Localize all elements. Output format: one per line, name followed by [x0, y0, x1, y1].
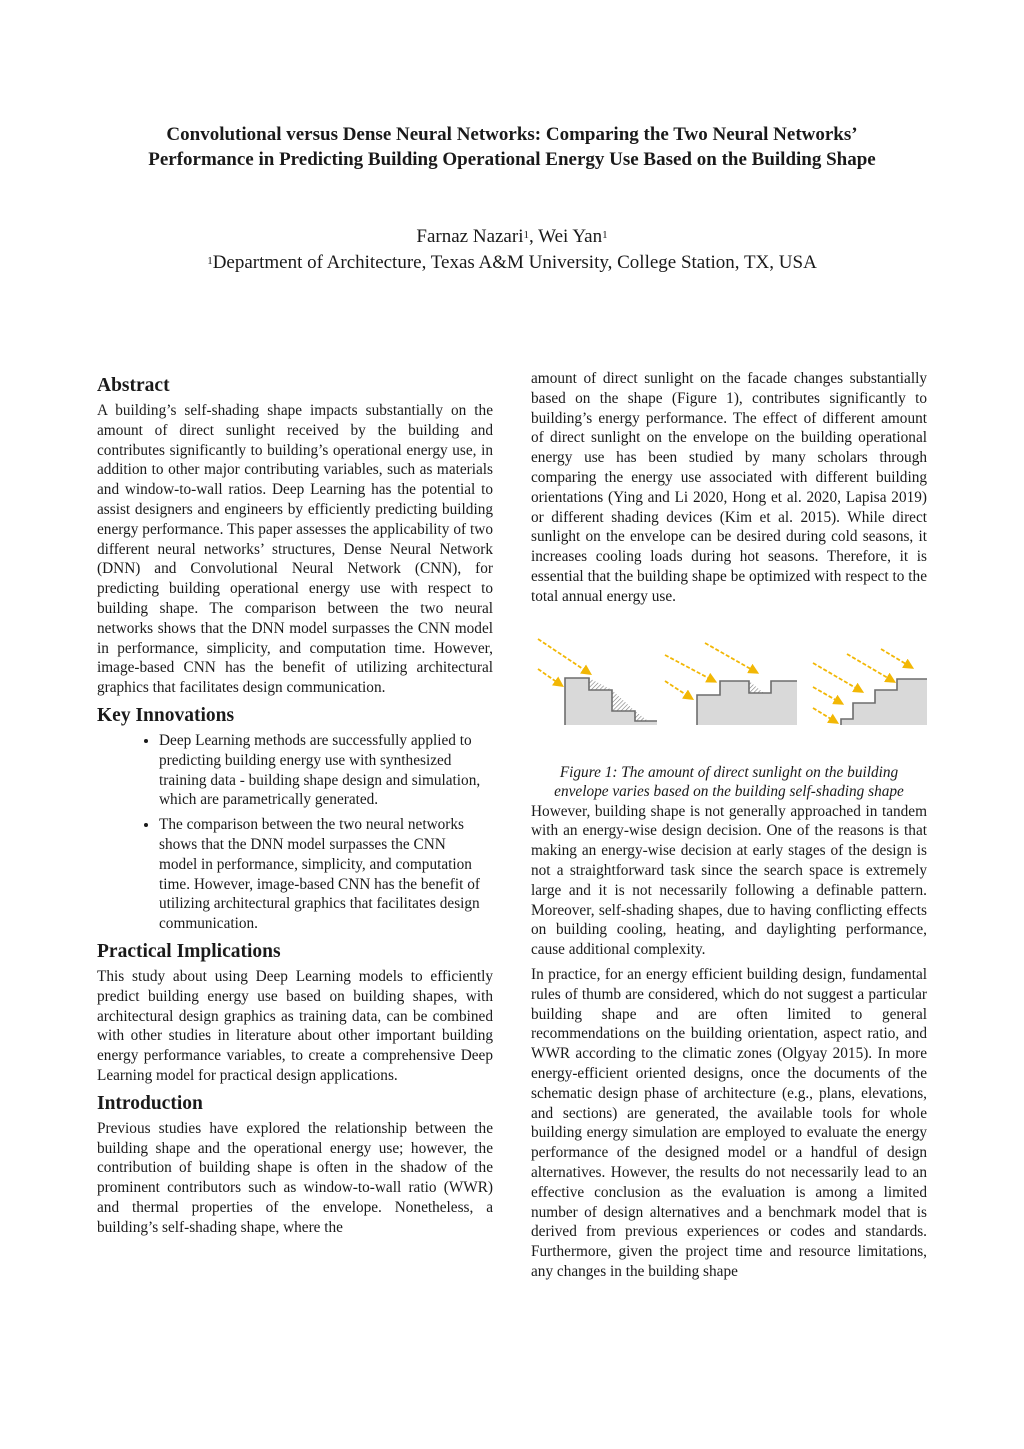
section-heading-abstract: Abstract [97, 375, 170, 396]
author-list [60, 224, 964, 250]
key-innovations-list [97, 731, 493, 934]
panel-notched [665, 643, 797, 725]
introduction-paragraph: However, building shape is not generally approached in tandem with an energy-wise design decision. One of the reasons is that making an energy-wise decision at early stages of the design is not a straightforward task since the search space is extremely large and it is not necessarily following a definable pattern. Moreover, self-shading shapes, due to having conflicting effects on building cooling, heating, and daylighting performance, cause additional complexity. [531, 802, 927, 959]
caption-line-1: Figure 1: The amount of direct sunlight on the building [559, 763, 899, 781]
affiliation-marker: 1 [602, 229, 608, 241]
author-separator: , [528, 226, 539, 247]
introduction-paragraph: Previous studies have explored the relationship between the building shape and the operational energy use; however, the contribution of building shape is often in the shadow of the prominent contributors such as window-to-wall ratio (WWR) and thermal properties of the envelope. Nonetheless, a building’s self-shading shape, where the [97, 1119, 493, 1236]
affiliation-marker: 1 [207, 255, 213, 267]
affiliation [60, 250, 964, 276]
caption-line-2: envelope varies based on the building self-shading shape [554, 783, 904, 801]
abstract-text: A building’s self-shading shape impacts substantially on the amount of direct sunlight received by the building and contributes significantly to building’s operational energy use, in addition to other major contributing variables, such as materials and window-to-wall ratios. Deep Learning has the potential to assist designers and engineers by efficiently predicting building energy performance. This paper assesses the applicability of two different neural networks’ structures, Dense Neural Network (DNN) and Convolutional Neural Network (CNN), for predicting building operational energy use with respect to building shape. The comparison between the two neural networks shows that the DNN model surpasses the CNN model in performance, simplicity, and computation time. However, image-based CNN has the benefit of utilizing architectural graphics that facilitates design communication. [97, 402, 493, 697]
introduction-paragraph-continued: amount of direct sunlight on the facade changes substantially based on the shape (Figure 1), contributes significantly to building’s energy performance. The effect of different amount of direct sunlight on the envelope on the building operational energy use has been studied by many scholars through comparing the energy use associated with different building orientations (Ying and Li 2020, Hong et al. 2020, Lapisa 2019) or different shading devices (Kim et al. 2015). While direct sunlight on the envelope can be desired during cold seasons, it increases cooling loads during hot seasons. Therefore, it is essential that the building shape be optimized with respect to the total annual energy use. [531, 370, 927, 605]
figure-1-caption [531, 763, 927, 802]
author-name: Wei Yan [538, 226, 603, 247]
practical-implications-text: This study about using Deep Learning models to efficiently predict building energy use based on building shapes, with architectural design graphics as training data, can be combined with other studies in literature about other important building energy performance variables, to create a comprehensive Deep Learning model for practical design applications. [97, 967, 493, 1084]
author-name: Farnaz Nazari [416, 226, 524, 247]
right-column [531, 369, 927, 1287]
section-heading-key-innovations: Key Innovations [97, 704, 235, 726]
author-block [60, 224, 964, 276]
left-column [97, 368, 493, 1242]
section-heading-practical-implications: Practical Implications [97, 940, 281, 962]
list-item: • The comparison between the two neural networks shows that the DNN model surpasses the CNN model in performance, simplicity, and computation time. However, image-based CNN has the benefit of utilizing architectural graphics that facilitates design communication. [159, 815, 493, 934]
self-shading-diagram [531, 635, 927, 725]
panel-stepped-up [813, 649, 927, 725]
list-item: • Deep Learning methods are successfully applied to predicting building energy use with synthesized training data - building shape design and simulation, which are parametrically generated. [159, 731, 493, 810]
section-heading-introduction: Introduction [97, 1092, 203, 1114]
affiliation-text: Department of Architecture, Texas A&M University, College Station, TX, USA [212, 252, 817, 273]
introduction-paragraph: In practice, for an energy efficient building design, fundamental rules of thumb are considered, which do not suggest a particular building shape and are often limited to general recommendations on the building orientation, aspect ratio, and WWR according to the climatic zones (Olgyay 2015). In more energy-efficient oriented designs, once the documents of the schematic design phase of architecture (e.g., plans, elevations, and sections) are generated, the available tools for whole building energy simulation are employed to evaluate the energy performance of the designed model or a handful of design alternatives. However, the results do not necessarily lead to an effective conclusion as the evaluation is among a limited number of design alternatives and a benchmark model that is derived from previous experiences or codes and standards. Furthermore, given the project time and resource limitations, any changes in the building shape [531, 965, 927, 1280]
panel-stepped-down [538, 639, 657, 725]
affiliation-marker: 1 [523, 229, 529, 241]
title-line-1: Convolutional versus Dense Neural Networks: Comparing the Two Neural Networks’ [166, 124, 858, 145]
paper-title [60, 122, 964, 172]
title-line-2: Performance in Predicting Building Operational Energy Use Based on the Building Shape [148, 149, 876, 170]
figure-1 [531, 635, 927, 725]
